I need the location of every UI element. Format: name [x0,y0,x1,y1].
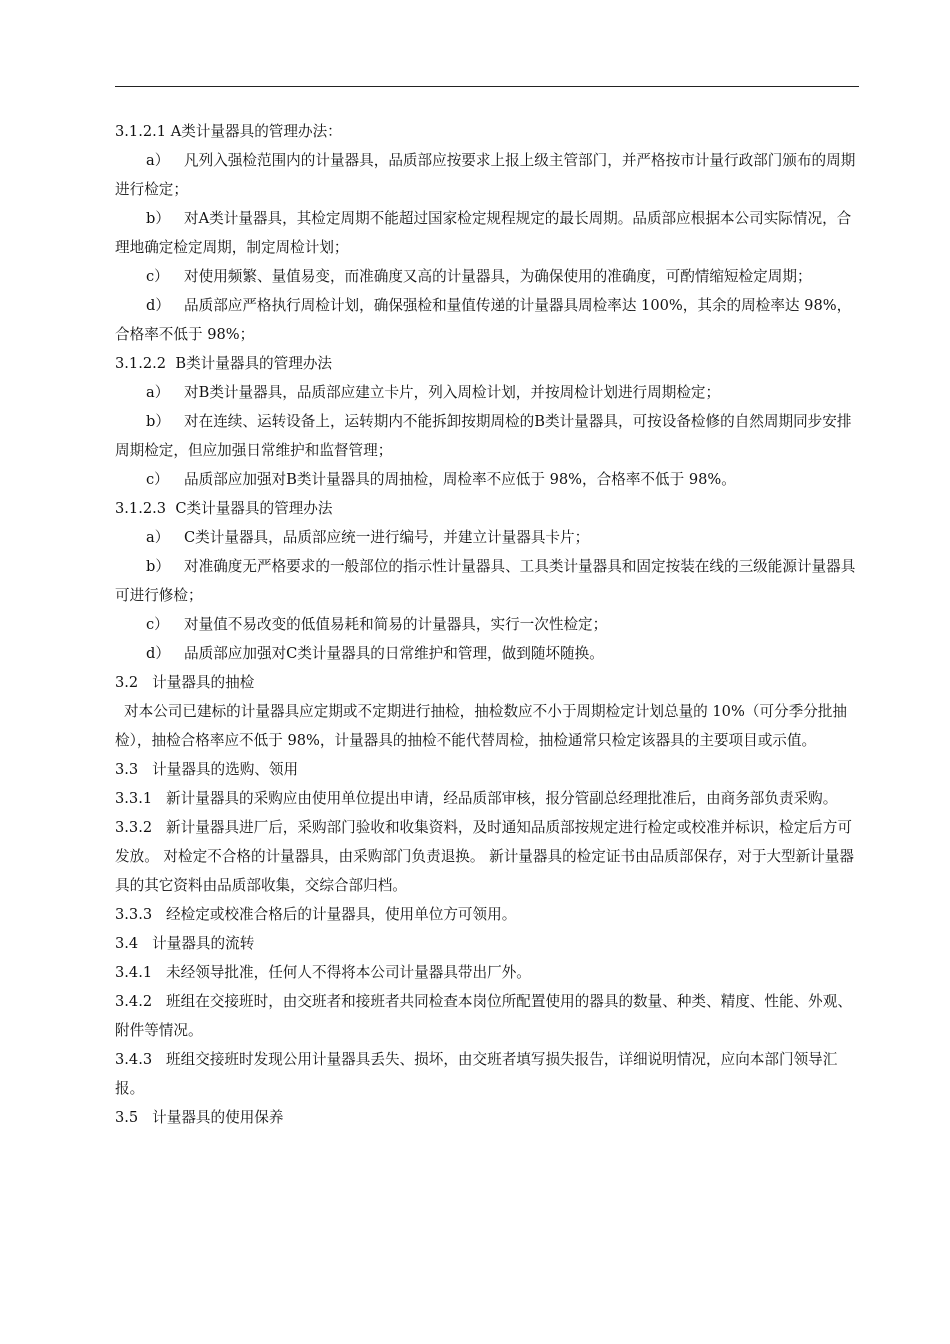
section-3-4-1-paragraph: 3.4.1 未经领导批准，任何人不得将本公司计量器具带出厂外。 [115,964,531,981]
list-item-c2: b） 对准确度无严格要求的一般部位的指示性计量器具、工具类计量器具和固定按装在线的三级能源计量器具可进行修检； [115,558,856,604]
list-item-a3: c） 对使用频繁、量值易变，而准确度又高的计量器具，为确保使用的准确度，可酌情缩短检定周期； [146,268,812,285]
section-3-1-2-2-heading: 3.1.2.2 B类计量器具的管理办法 [115,355,333,372]
section-3-4-3-paragraph: 3.4.3 班组交接班时发现公用计量器具丢失、损坏，由交班者填写损失报告，详细说明情况，应向本部门领导汇报。 [115,1051,838,1097]
section-3-3-1-paragraph: 3.3.1 新计量器具的采购应由使用单位提出申请，经品质部审核，报分管副总经理批准后，由商务部负责采购。 [115,790,838,807]
list-item-c3: c） 对量值不易改变的低值易耗和简易的计量器具，实行一次性检定； [146,616,608,633]
section-3-5-heading: 3.5 计量器具的使用保养 [115,1109,284,1126]
section-3-2-paragraph: 对本公司已建标的计量器具应定期或不定期进行抽检，抽检数应不小于周期检定计划总量的 10%（可分季分批抽检），抽检合格率应不低于 98%，计量器具的抽检不能代替周检，抽检通常只检定该器具的主要项目或示值。 [115,703,847,749]
section-3-4-2-paragraph: 3.4.2 班组在交接班时，由交班者和接班者共同检查本岗位所配置使用的器具的数量、种类、精度、性能、外观、附件等情况。 [115,993,852,1039]
document-body [115,117,859,1132]
list-item-b1: a） 对B类计量器具，品质部应建立卡片，列入周检计划，并按周检计划进行周期检定； [146,384,721,401]
section-3-1-2-3-heading: 3.1.2.3 C类计量器具的管理办法 [115,500,333,517]
header-rule [115,86,859,87]
list-item-a1: a） 凡列入强检范围内的计量器具，品质部应按要求上报上级主管部门，并严格按市计量行政部门颁布的周期进行检定； [115,152,856,198]
list-item-b3: c） 品质部应加强对B类计量器具的周抽检，周检率不应低于 98%，合格率不低于 98%。 [146,471,736,488]
list-item-c4: d） 品质部应加强对C类计量器具的日常维护和管理，做到随坏随换。 [146,645,604,662]
section-3-3-2-paragraph: 3.3.2 新计量器具进厂后，采购部门验收和收集资料，及时通知品质部按规定进行检定或校准并标识，检定后方可发放。 对检定不合格的计量器具，由采购部门负责退换。 新计量器具的检定证书由品质部保存，对于大型新计量器具的其它资料由品质部收集，交综合部归档。 [115,819,854,894]
section-3-4-heading: 3.4 计量器具的流转 [115,935,255,952]
section-3-3-heading: 3.3 计量器具的选购、领用 [115,761,299,778]
list-item-b2: b） 对在连续、运转设备上，运转期内不能拆卸按期周检的B类计量器具，可按设备检修的自然周期同步安排周期检定，但应加强日常维护和监督管理； [115,413,852,459]
list-item-a4: d） 品质部应严格执行周检计划，确保强检和量值传递的计量器具周检率达 100%，其余的周检率达 98%，合格率不低于 98%； [115,297,852,343]
section-3-3-3-paragraph: 3.3.3 经检定或校准合格后的计量器具，使用单位方可领用。 [115,906,517,923]
section-3-1-2-1-heading: 3.1.2.1 A类计量器具的管理办法： [115,123,342,140]
list-item-c1: a） C类计量器具，品质部应统一进行编号，并建立计量器具卡片； [146,529,590,546]
list-item-a2: b） 对A类计量器具，其检定周期不能超过国家检定规程规定的最长周期。品质部应根据本公司实际情况，合理地确定检定周期，制定周检计划； [115,210,852,256]
section-3-2-heading: 3.2 计量器具的抽检 [115,674,255,691]
